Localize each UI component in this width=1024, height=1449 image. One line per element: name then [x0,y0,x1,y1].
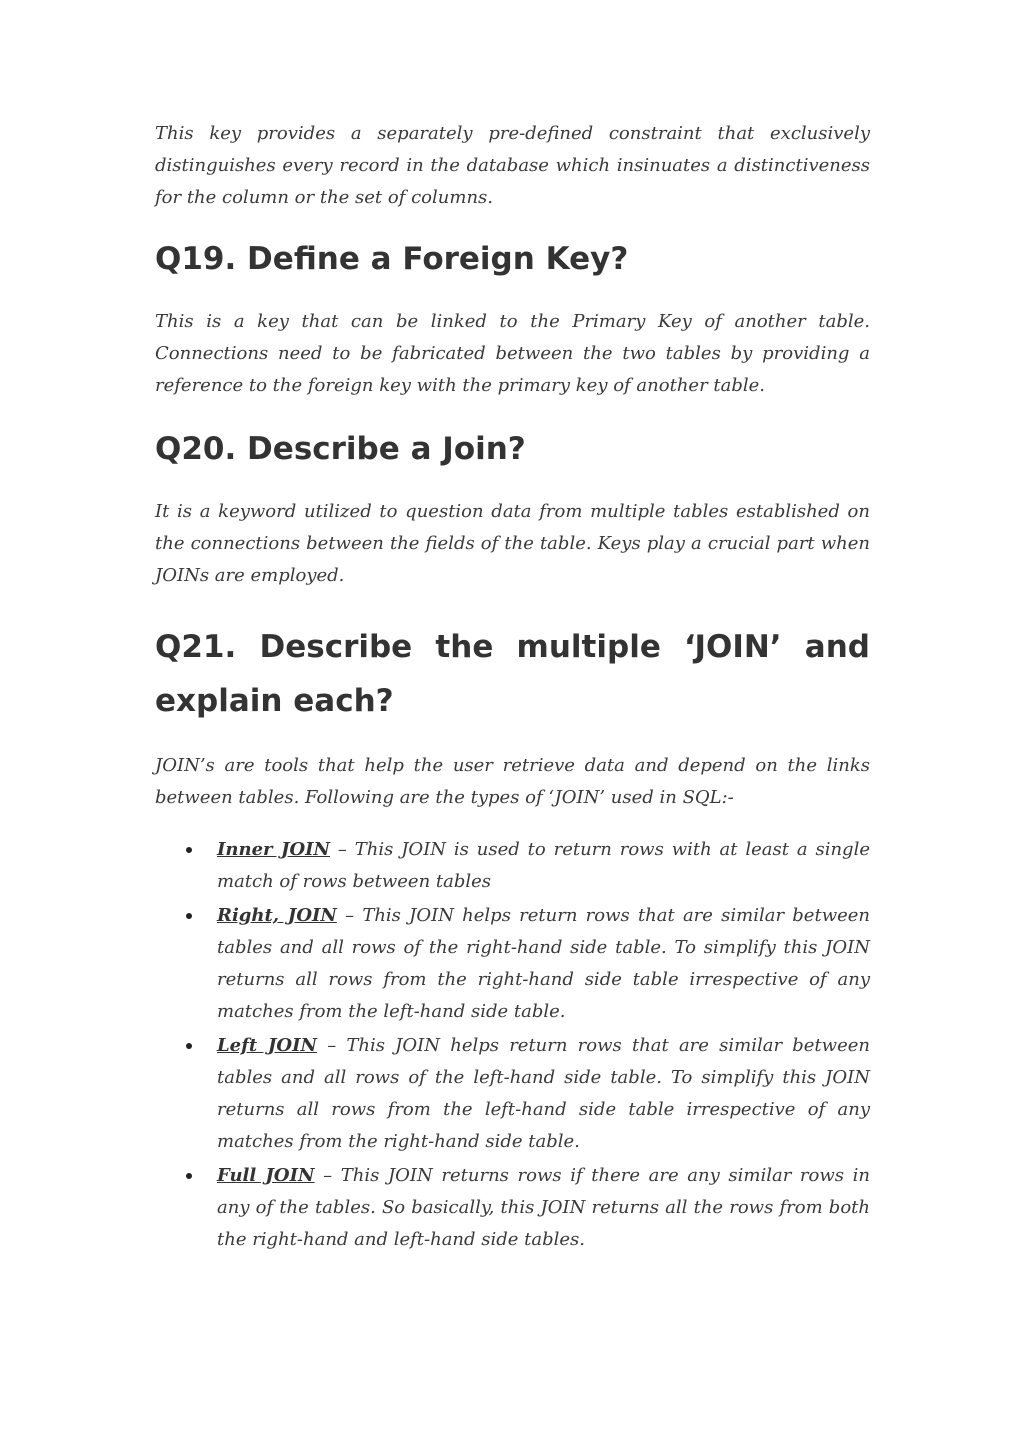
desc-right-join: – This JOIN helps return rows that are similar between tables and all rows of the right-hand side table. To simplify this JOIN returns all rows from the right-hand side table irrespective of any matches from the left-hand side table. [217,905,870,1022]
desc-left-join: – This JOIN helps return rows that are similar between tables and all rows of the left-hand side table. To simplify this JOIN returns all rows from the left-hand side table irrespective of any matches from the right-hand side table. [217,1035,870,1152]
intro-paragraph: This key provides a separately pre-defined constraint that exclusively distinguishes every record in the database which insinuates a distinctiveness for the column or the set of columns. [155,123,870,208]
paragraph-q21: JOIN’s are tools that help the user retrieve data and depend on the links between tables. Following are the types of ‘JOIN’ used in SQL:- [155,755,870,808]
join-types-list [155,834,870,1256]
term-full-join: Full JOIN [217,1165,315,1186]
term-left-join: Left JOIN [217,1035,317,1056]
list-item-right-join [217,900,870,1028]
list-item-left-join [217,1030,870,1158]
heading-q21: Q21. Describe the multiple ‘JOIN’ and explain each? [155,629,870,719]
list-item-inner-join [217,834,870,898]
paragraph-q20: It is a keyword utilized to question data from multiple tables established on the connections between the fields of the table. Keys play a crucial part when JOINs are employed. [155,501,870,586]
bullet-icon [186,847,192,853]
document-page [155,118,870,1258]
heading-q19: Q19. Define a Foreign Key? [155,241,629,277]
heading-q20: Q20. Describe a Join? [155,431,526,467]
paragraph-q19: This is a key that can be linked to the Primary Key of another table. Connections need to be fabricated between the two tables by providing a reference to the foreign key with the primary key of another table. [155,311,870,396]
term-right-join: Right, JOIN [217,905,337,926]
bullet-icon [186,1173,192,1179]
bullet-icon [186,1043,192,1049]
list-item-full-join [217,1160,870,1256]
desc-inner-join: – This JOIN is used to return rows with at least a single match of rows between tables [217,839,870,892]
bullet-icon [186,913,192,919]
desc-full-join: – This JOIN returns rows if there are any similar rows in any of the tables. So basically, this JOIN returns all the rows from both the right-hand and left-hand side tables. [217,1165,870,1250]
term-inner-join: Inner JOIN [217,839,331,860]
